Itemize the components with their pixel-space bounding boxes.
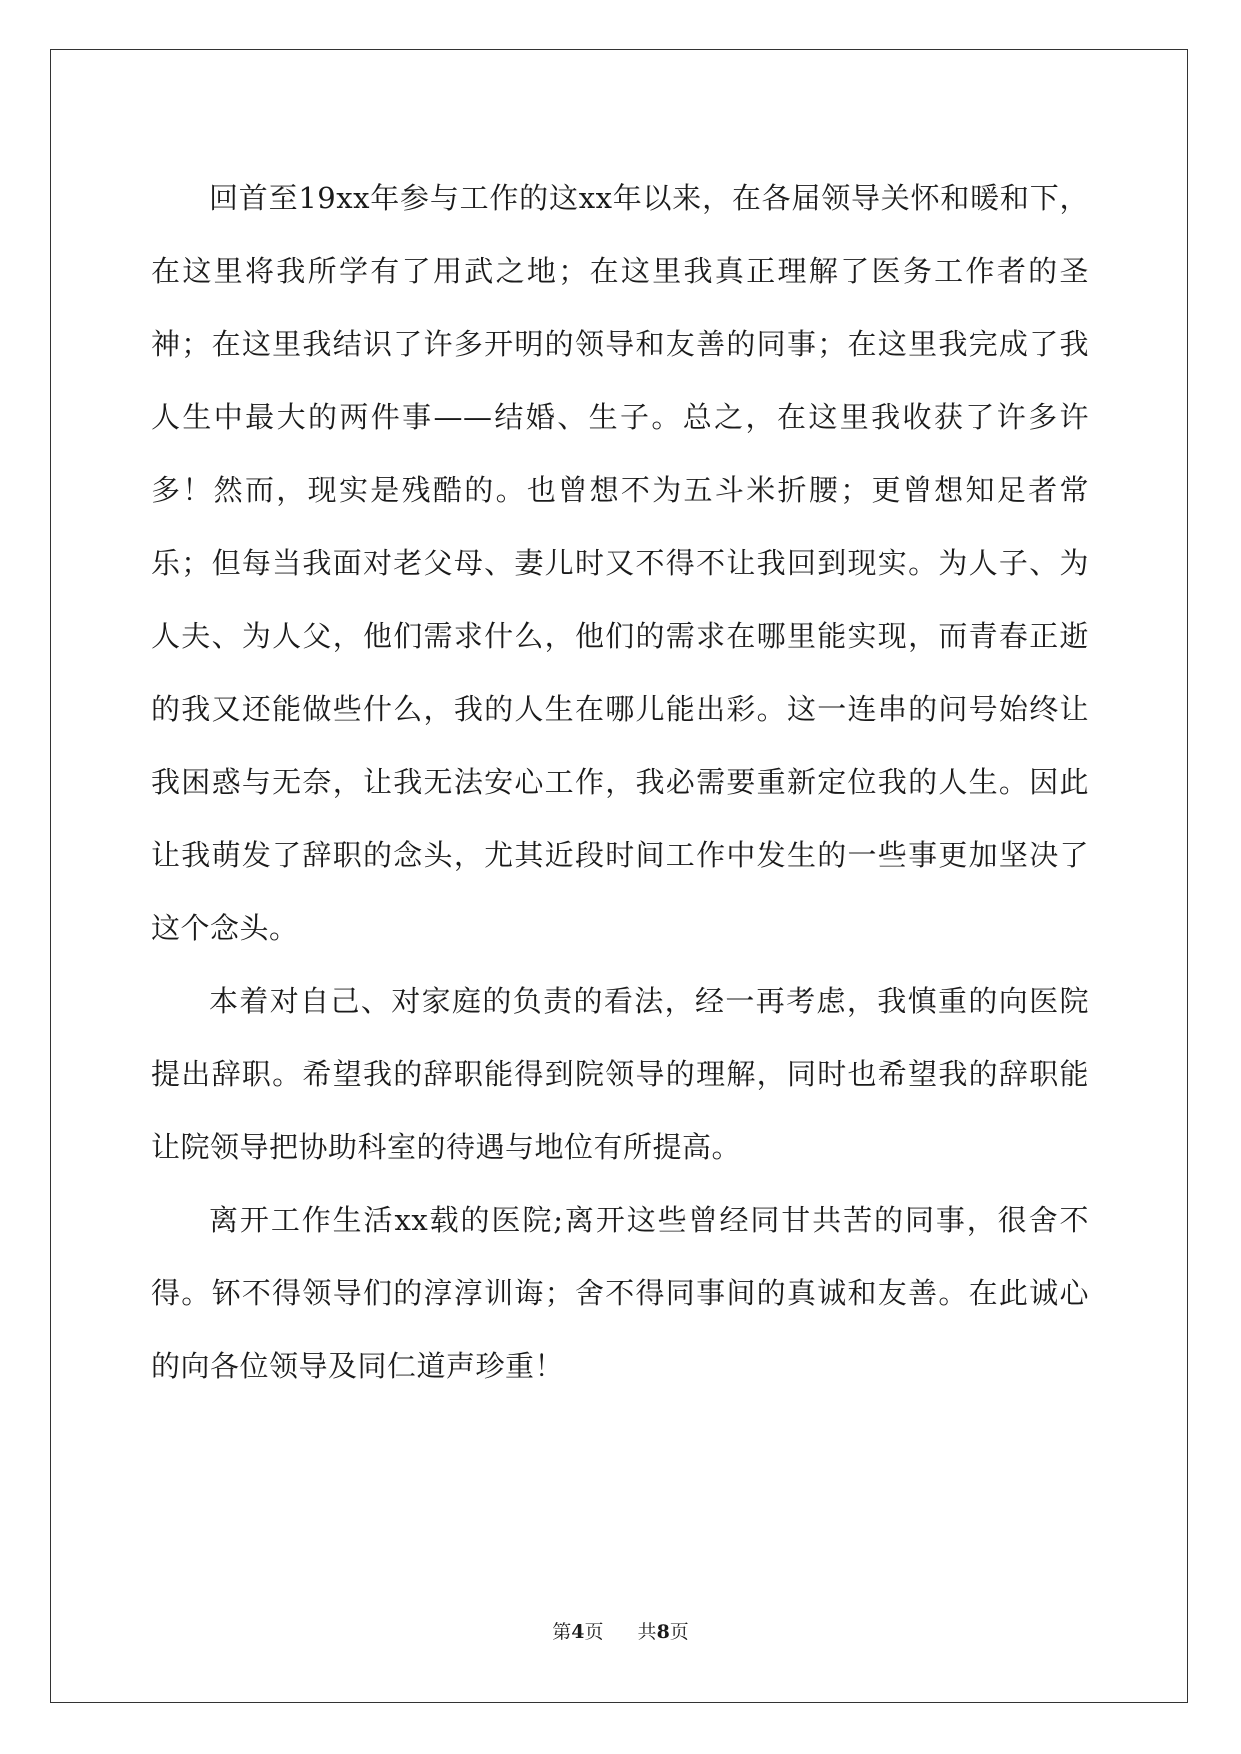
page-footer: [0, 1620, 1241, 1644]
paragraph-3: 离开工作生活xx载的医院;离开这些曾经同甘共苦的同事，很舍不得。钚不得领导们的淳淳训诲；舍不得同事间的真诚和友善。在此诚心的向各位领导及同仁道声珍重！: [151, 1203, 1089, 1383]
page-number: 第4页: [552, 1621, 604, 1643]
paragraph-1: 回首至19xx年参与工作的这xx年以来，在各届领导关怀和暖和下，在这里将我所学有了用武之地；在这里我真正理解了医务工作者的圣神；在这里我结识了许多开明的领导和友善的同事；在这里我完成了我人生中最大的两件事——结婚、生子。总之，在这里我收获了许多许多！然而，现实是残酷的。也曾想不为五斗米折腰；更曾想知足者常乐；但每当我面对老父母、妻儿时又不得不让我回到现实。为人子、为人夫、为人父，他们需求什么，他们的需求在哪里能实现，而青春正逝的我又还能做些什么，我的人生在哪儿能出彩。这一连串的问号始终让我困惑与无奈，让我无法安心工作，我必需要重新定位我的人生。因此让我萌发了辞职的念头，尤其近段时间工作中发生的一些事更加坚决了这个念头。: [151, 181, 1089, 945]
page-total: 共8页: [637, 1621, 689, 1643]
paragraph-2: 本着对自己、对家庭的负责的看法，经一再考虑，我慎重的向医院提出辞职。希望我的辞职能得到院领导的理解，同时也希望我的辞职能让院领导把协助科室的待遇与地位有所提高。: [151, 984, 1089, 1164]
document-body: [151, 162, 1089, 1403]
